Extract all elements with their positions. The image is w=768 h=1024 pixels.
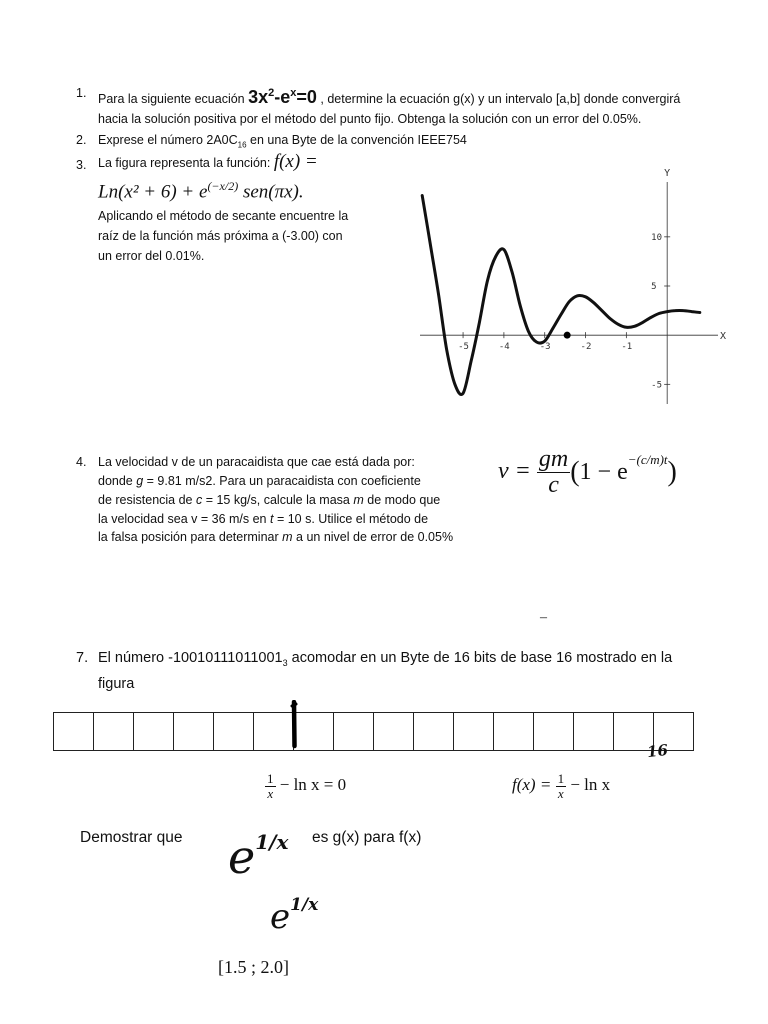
question-1-number: 1.	[76, 86, 87, 100]
question-1-line-1	[98, 84, 680, 109]
question-1-equation: $3x^2-e^x=0$	[248, 87, 317, 107]
question-4-line-1: La velocidad v de un paracaidista que cae está dada por:	[98, 455, 415, 469]
byte-cell-14	[574, 713, 614, 751]
function-part-1: f(x) =	[273, 151, 318, 172]
highlighted-points	[564, 332, 571, 339]
y-tick-label: 10	[651, 232, 663, 243]
function-expression: $Ln(x^2 + 6) + e^{(-x/2)}$ sen(πx).	[98, 179, 304, 203]
question-4-line-4: la velocidad sea v = 36 m/s en t = 10 s. Utilice el método de	[98, 512, 429, 526]
question-1-post: , determine la ecuación g(x) y un intervalo [a,b] donde convergirá	[316, 92, 681, 106]
dash-mark: –	[540, 610, 547, 625]
equation-right: f(x) = $\frac{1}{x}$ − ln x	[512, 771, 611, 801]
byte-cell-10	[414, 713, 454, 751]
question-1-pre: Para la siguiente ecuación	[98, 92, 249, 106]
byte-cell-3	[134, 713, 174, 751]
interval: [1.5 ; 2.0]	[218, 957, 289, 977]
byte-cell-5	[214, 713, 254, 751]
byte-cell-8	[334, 713, 374, 751]
handwritten-16: 16	[646, 740, 669, 762]
question-3-text-3: un error del 0.01%.	[98, 249, 205, 263]
x-tick-label: -3	[539, 342, 551, 353]
question-7-number: 7.	[76, 650, 89, 666]
byte-cell-11	[454, 713, 494, 751]
question-3-text-1: Aplicando el método de secante encuentre la	[98, 209, 349, 223]
x-tick-label: -5	[458, 342, 469, 353]
byte-cell-4	[174, 713, 214, 751]
y-tick-label: -5	[651, 380, 663, 391]
y-tick-label: 5	[651, 282, 657, 292]
handwritten-e-to-1-over-x-2: $e^{1/x}$	[270, 895, 319, 937]
equation-left: $\frac{1}{x}$ − ln x = 0	[267, 771, 347, 801]
question-7-line-2: figura	[98, 676, 135, 692]
question-4-line-3: de resistencia de c = 15 kg/s, calcule la masa m de modo que	[98, 493, 441, 507]
byte-cell-9	[374, 713, 414, 751]
question-4-line-5: la falsa posición para determinar m a un nivel de error de 0.05%	[98, 530, 454, 544]
y-axis-label: Y	[664, 168, 671, 179]
x-axis-label: X	[720, 331, 727, 343]
byte-cell-1	[54, 713, 94, 751]
question-1-line-2: hacia la solución positiva por el método del punto fijo. Obtenga la solución con un error del 0.05%.	[98, 112, 642, 126]
byte-cell-13	[534, 713, 574, 751]
velocity-formula: v = $\frac{gm}{c}$ $(1 - e^{-(c/m)t})$	[498, 446, 677, 499]
x-tick-label: -2	[580, 342, 592, 353]
x-tick-label: -4	[498, 342, 510, 353]
question-3-lead: La figura representa la función: f(x) =	[98, 151, 318, 172]
x-tick-label: -1	[621, 342, 633, 353]
question-3-text-2: raíz de la función más próxima a (-3.00) con	[98, 229, 343, 243]
question-3-number: 3.	[76, 158, 87, 172]
handwritten-divider-mark	[286, 700, 302, 750]
root-point	[564, 332, 571, 339]
byte-grid	[53, 712, 694, 751]
function-plot	[400, 160, 730, 410]
question-4-line-2: donde g = 9.81 m/s2. Para un paracaidista con coeficiente	[98, 474, 421, 488]
byte-cell-12	[494, 713, 534, 751]
question-2-text: Exprese el número $2A0C_{16}$ en una Byte de la convención IEEE754	[98, 133, 467, 150]
question-7-line-1: El número $-10010111011001_3$ acomodar en un Byte de 16 bits de base 16 mostrado en la	[98, 650, 673, 668]
byte-cell-2	[94, 713, 134, 751]
handwritten-e-to-1-over-x: $e^{1/x}$	[228, 830, 289, 884]
question-2-number: 2.	[76, 133, 87, 147]
prove-label: Demostrar que	[80, 829, 183, 846]
prove-suffix: es g(x) para f(x)	[312, 829, 422, 846]
question-4-number: 4.	[76, 455, 87, 469]
function-curve	[422, 196, 700, 395]
